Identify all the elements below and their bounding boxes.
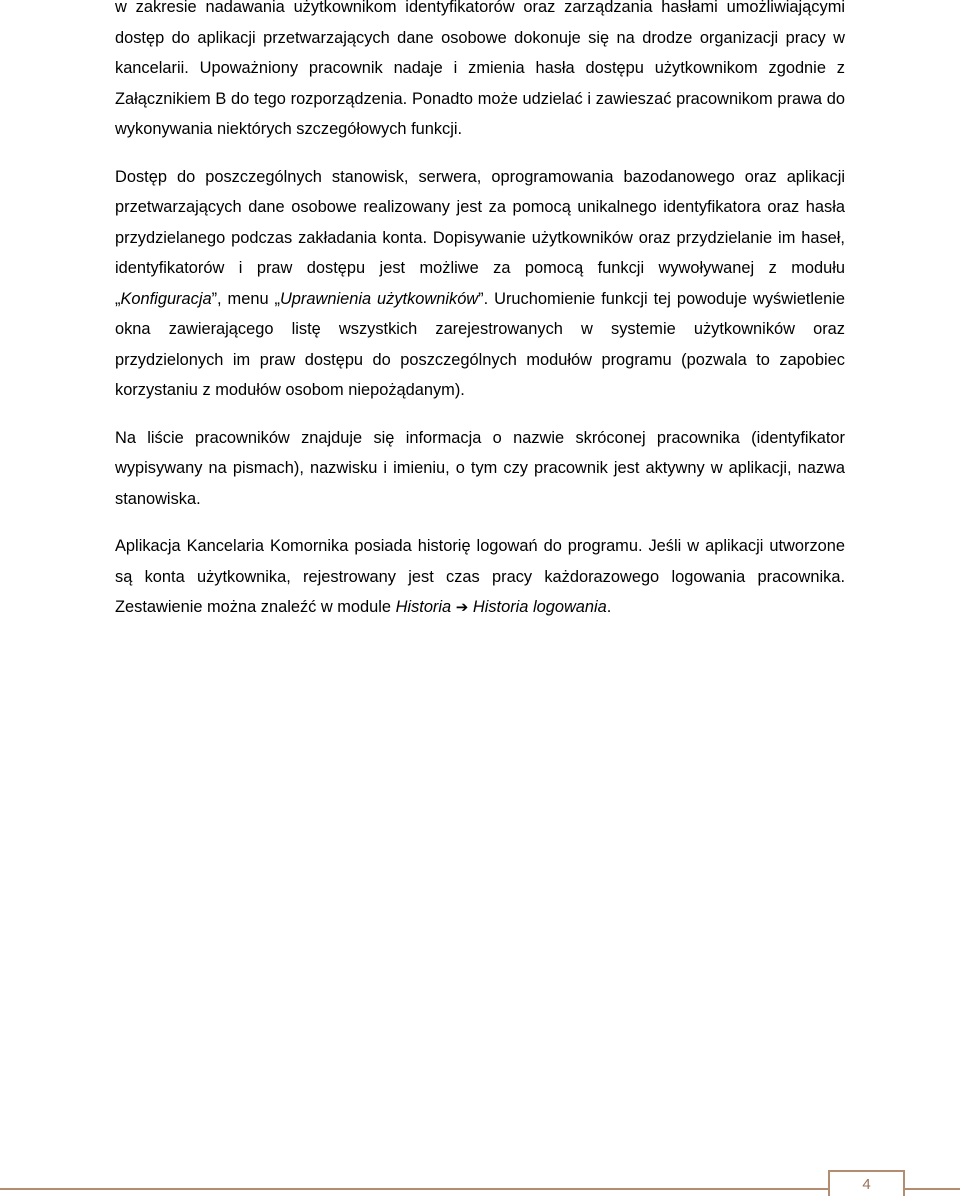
- arrow-right-icon: ➔: [455, 598, 469, 616]
- submodule-name-historia-logowania: Historia logowania: [472, 598, 607, 616]
- paragraph-text: Aplikacja Kancelaria Komornika posiada historię logowań do programu. Jeśli w aplikacji utworzone są konta użytkownika, rejestrowany jest czas pracy każdorazowego logowania pracownika. Zestawienie można znaleźć w module: [115, 537, 845, 616]
- paragraph-text: Dostęp do poszczególnych stanowisk, serwera, oprogramowania bazodanowego oraz aplikacji przetwarzających dane osobowe realizowany jest za pomocą unikalnego identyfikatora oraz hasła przydzielanego podczas zakładania konta. Dopisywanie użytkowników oraz przydzielanie im haseł, identyfikatorów i praw dostępu jest możliwe za pomocą funkcji wywoływanej z modułu „: [115, 167, 845, 308]
- paragraph-text: .: [606, 598, 612, 616]
- module-name-konfiguracja: Konfiguracja: [120, 289, 212, 308]
- paragraph-text: w zakresie nadawania użytkownikom identyfikatorów oraz zarządzania hasłami umożliwiającymi dostęp do aplikacji przetwarzających dane osobowe dokonuje się na drodze organizacji pracy w kancelarii. Upoważniony pracownik nadaje i zmienia hasła dostępu użytkownikom zgodnie z Załącznikiem B do tego rozporządzenia. Ponadto może udzielać i zawieszać pracownikom prawa do wykonywania niektórych szczegółowych funkcji.: [115, 0, 845, 138]
- document-body: [115, 0, 845, 623]
- page-number: 4: [828, 1170, 905, 1196]
- footer-rule: [0, 1188, 960, 1190]
- paragraph-employee-list: [115, 423, 845, 515]
- paragraph-text: Na liście pracowników znajduje się informacja o nazwie skróconej pracownika (identyfikator wypisywany na pismach), nazwisku i imieniu, o tym czy pracownik jest aktywny w aplikacji, nazwa stanowiska.: [115, 428, 845, 508]
- paragraph-passwords: [115, 0, 845, 145]
- menu-name-uprawnienia: Uprawnienia użytkowników: [279, 289, 479, 308]
- paragraph-text: ”, menu „: [211, 289, 280, 308]
- paragraph-text: ”. Uruchomienie funkcji tej powoduje wyświetlenie okna zawierającego listę wszystkich zarejestrowanych w systemie użytkowników oraz przydzielonych im praw dostępu do poszczególnych modułów programu (pozwala to zapobiec korzystaniu z modułów osobom niepożądanym).: [115, 289, 845, 399]
- module-name-historia: Historia: [395, 598, 452, 616]
- paragraph-login-history: [115, 531, 845, 623]
- paragraph-access: [115, 162, 845, 406]
